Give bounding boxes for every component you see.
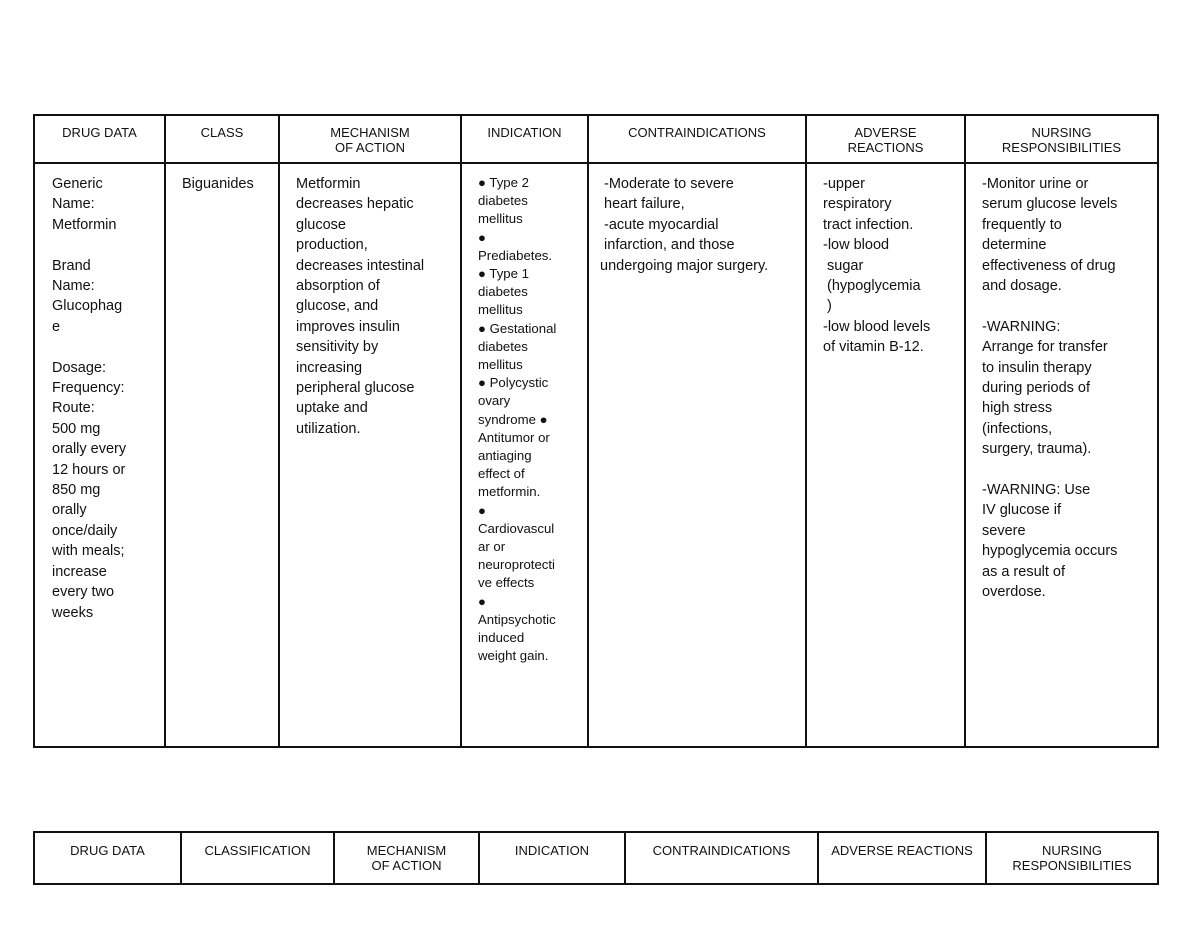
header-cell (479, 832, 625, 884)
header-cell (588, 115, 806, 163)
table-header-row (34, 115, 1158, 163)
cell-text-line: Generic (52, 176, 103, 192)
cell-text-line: serum glucose levels (982, 196, 1118, 213)
cell-text-line: antiaging (478, 448, 532, 464)
cell-text-line: Antipsychotic (478, 611, 556, 627)
cell-text-line: effect of (478, 466, 525, 482)
cell-text-line: diabetes (478, 193, 528, 209)
cell-text-line: glucose, and (296, 298, 379, 315)
header-label: DRUG DATA (70, 843, 145, 858)
cell-text-line: peripheral glucose (296, 380, 415, 397)
header-label: NURSING (1042, 843, 1102, 858)
cell-text-line: ● Type 1 (478, 266, 529, 282)
drug-table (33, 114, 1159, 748)
cell-text-line: once/daily (52, 522, 118, 539)
cell-text-line: diabetes (478, 284, 528, 300)
header-label: INDICATION (487, 125, 562, 140)
cell-text-line: sensitivity by (296, 339, 379, 356)
cell-text-line: uptake and (296, 400, 368, 417)
cell-text-line: Glucophag (52, 298, 123, 315)
cell-text-line: Cardiovascul (478, 520, 555, 536)
cell-text-line: during periods of (982, 380, 1091, 397)
cell-text-line: ● Type 2 (478, 175, 529, 190)
header-label: OF ACTION (371, 858, 442, 873)
cell-text-line: weeks (52, 604, 94, 621)
cell-text-line: production, (296, 237, 368, 254)
cell-text-line: orally (52, 502, 87, 519)
cell-text-line: ● (478, 593, 486, 609)
header-cell (965, 115, 1158, 163)
header-cell (34, 832, 181, 884)
header-cell (986, 832, 1158, 884)
header-label: CONTRAINDICATIONS (628, 125, 766, 140)
cell-text-line: e (52, 318, 61, 335)
header-label: CLASSIFICATION (204, 843, 311, 858)
header-label: ADVERSE REACTIONS (831, 843, 973, 858)
header-label: DRUG DATA (62, 125, 137, 140)
cell-text-line: -Monitor urine or (982, 176, 1089, 192)
cell-text-line: -WARNING: Use (982, 482, 1091, 499)
header-label: CONTRAINDICATIONS (652, 843, 791, 858)
cell-text-line: -Moderate to severe (600, 176, 734, 192)
class-value: Biguanides (182, 176, 254, 192)
cell-text-line: Frequency: (52, 380, 125, 397)
cell-text-line: ve effects (478, 575, 535, 591)
cell-text-line: Route: (52, 400, 95, 417)
cell-text-line: severe (982, 522, 1026, 539)
header-label: INDICATION (514, 843, 590, 858)
cell-text-line: Name: (52, 278, 95, 295)
header-label: MECHANISM (330, 125, 410, 140)
cell-text-line: to insulin therapy (982, 359, 1092, 376)
mechanism-cell (279, 163, 461, 747)
cell-text-line: IV glucose if (982, 502, 1061, 519)
cell-text-line: 12 hours or (52, 461, 126, 478)
cell-text-line: metformin. (478, 484, 541, 500)
header-label: OF ACTION (334, 140, 406, 155)
table-row (34, 163, 1158, 747)
cell-text-line: -upper (823, 176, 865, 192)
cell-text-line: Prediabetes. (478, 247, 553, 263)
indication-cell (461, 163, 588, 747)
header-label: NURSING (1031, 125, 1092, 140)
cell-text-line: ovary (478, 393, 511, 409)
cell-text-line: syndrome ● (478, 411, 548, 427)
cell-text-line: overdose. (982, 584, 1046, 601)
header-cell (34, 115, 165, 163)
cell-text-line: frequently to (982, 216, 1062, 233)
nursing-responsibilities-cell (965, 163, 1158, 747)
header-label: ADVERSE (854, 125, 917, 140)
cell-text-line: improves insulin (296, 318, 400, 335)
cell-text-line: ) (823, 298, 832, 315)
table-header-row (34, 832, 1158, 884)
header-label: RESPONSIBILITIES (1001, 140, 1122, 155)
cell-text-line: of vitamin B-12. (823, 339, 924, 356)
header-label: CLASS (200, 125, 244, 140)
cell-text-line: induced (478, 630, 525, 646)
cell-text-line: diabetes (478, 338, 528, 354)
cell-text-line: 500 mg (52, 420, 101, 437)
cell-text-line: heart failure, (600, 196, 685, 213)
cell-text-line: 850 mg (52, 482, 101, 499)
header-cell (818, 832, 986, 884)
cell-text-line: utilization. (296, 420, 361, 437)
header-cell (181, 832, 334, 884)
header-cell (625, 832, 818, 884)
header-cell (806, 115, 965, 163)
cell-text-line: Brand (52, 257, 91, 274)
cell-text-line: glucose (296, 216, 346, 233)
cell-text-line: Name: (52, 196, 95, 213)
cell-text-line: Dosage: (52, 359, 107, 376)
cell-text-line: undergoing major surgery. (600, 257, 769, 274)
cell-text-line: mellitus (478, 211, 523, 227)
cell-text-line: ● Polycystic (478, 375, 549, 391)
cell-text-line: (hypoglycemia (823, 278, 921, 295)
cell-text-line: effectiveness of drug (982, 257, 1116, 274)
cell-text-line: absorption of (296, 278, 380, 295)
cell-text-line: every two (52, 584, 115, 601)
contraindications-cell (588, 163, 806, 747)
cell-text-line: Antitumor or (478, 429, 550, 445)
cell-text-line: determine (982, 237, 1047, 254)
cell-text-line: (infections, (982, 420, 1053, 437)
cell-text-line: Metformin (296, 176, 361, 192)
cell-text-line: high stress (982, 400, 1053, 417)
cell-text-line: hypoglycemia occurs (982, 543, 1118, 560)
blank-drug-table (33, 831, 1159, 885)
cell-text-line: orally every (52, 441, 127, 458)
cell-text-line: infarction, and those (600, 237, 735, 254)
cell-text-line: ar or (478, 539, 506, 555)
cell-text-line: with meals; (52, 543, 125, 560)
cell-text-line: -WARNING: (982, 318, 1061, 335)
cell-text-line: as a result of (982, 563, 1066, 580)
header-cell (334, 832, 479, 884)
cell-text-line: tract infection. (823, 216, 914, 233)
cell-text-line: ● (478, 229, 486, 245)
cell-text-line: respiratory (823, 196, 892, 213)
cell-text-line: decreases hepatic (296, 196, 414, 213)
cell-text-line: increasing (296, 359, 363, 376)
cell-text-line: ● Gestational (478, 320, 557, 336)
cell-text-line: mellitus (478, 357, 523, 373)
cell-text-line: mellitus (478, 302, 523, 318)
cell-text-line: -low blood (823, 237, 890, 254)
cell-text-line: decreases intestinal (296, 257, 425, 274)
cell-text-line: sugar (823, 257, 864, 274)
cell-text-line: Arrange for transfer (982, 339, 1108, 356)
adverse-reactions-cell (806, 163, 965, 747)
class-cell (165, 163, 279, 747)
cell-text-line: neuroprotecti (478, 557, 555, 573)
cell-text-line: ● (478, 502, 486, 518)
header-cell (279, 115, 461, 163)
drug-data-cell (34, 163, 165, 747)
cell-text-line: Metformin (52, 216, 117, 233)
cell-text-line: -acute myocardial (600, 216, 719, 233)
cell-text-line: -low blood levels (823, 318, 931, 335)
cell-text-line: and dosage. (982, 278, 1062, 295)
cell-text-line: increase (52, 563, 107, 580)
cell-text-line: surgery, trauma). (982, 441, 1092, 458)
cell-text-line: weight gain. (478, 648, 549, 664)
header-cell (165, 115, 279, 163)
header-label: REACTIONS (847, 140, 924, 155)
header-label: MECHANISM (366, 843, 447, 858)
header-cell (461, 115, 588, 163)
header-label: RESPONSIBILITIES (1012, 858, 1132, 873)
